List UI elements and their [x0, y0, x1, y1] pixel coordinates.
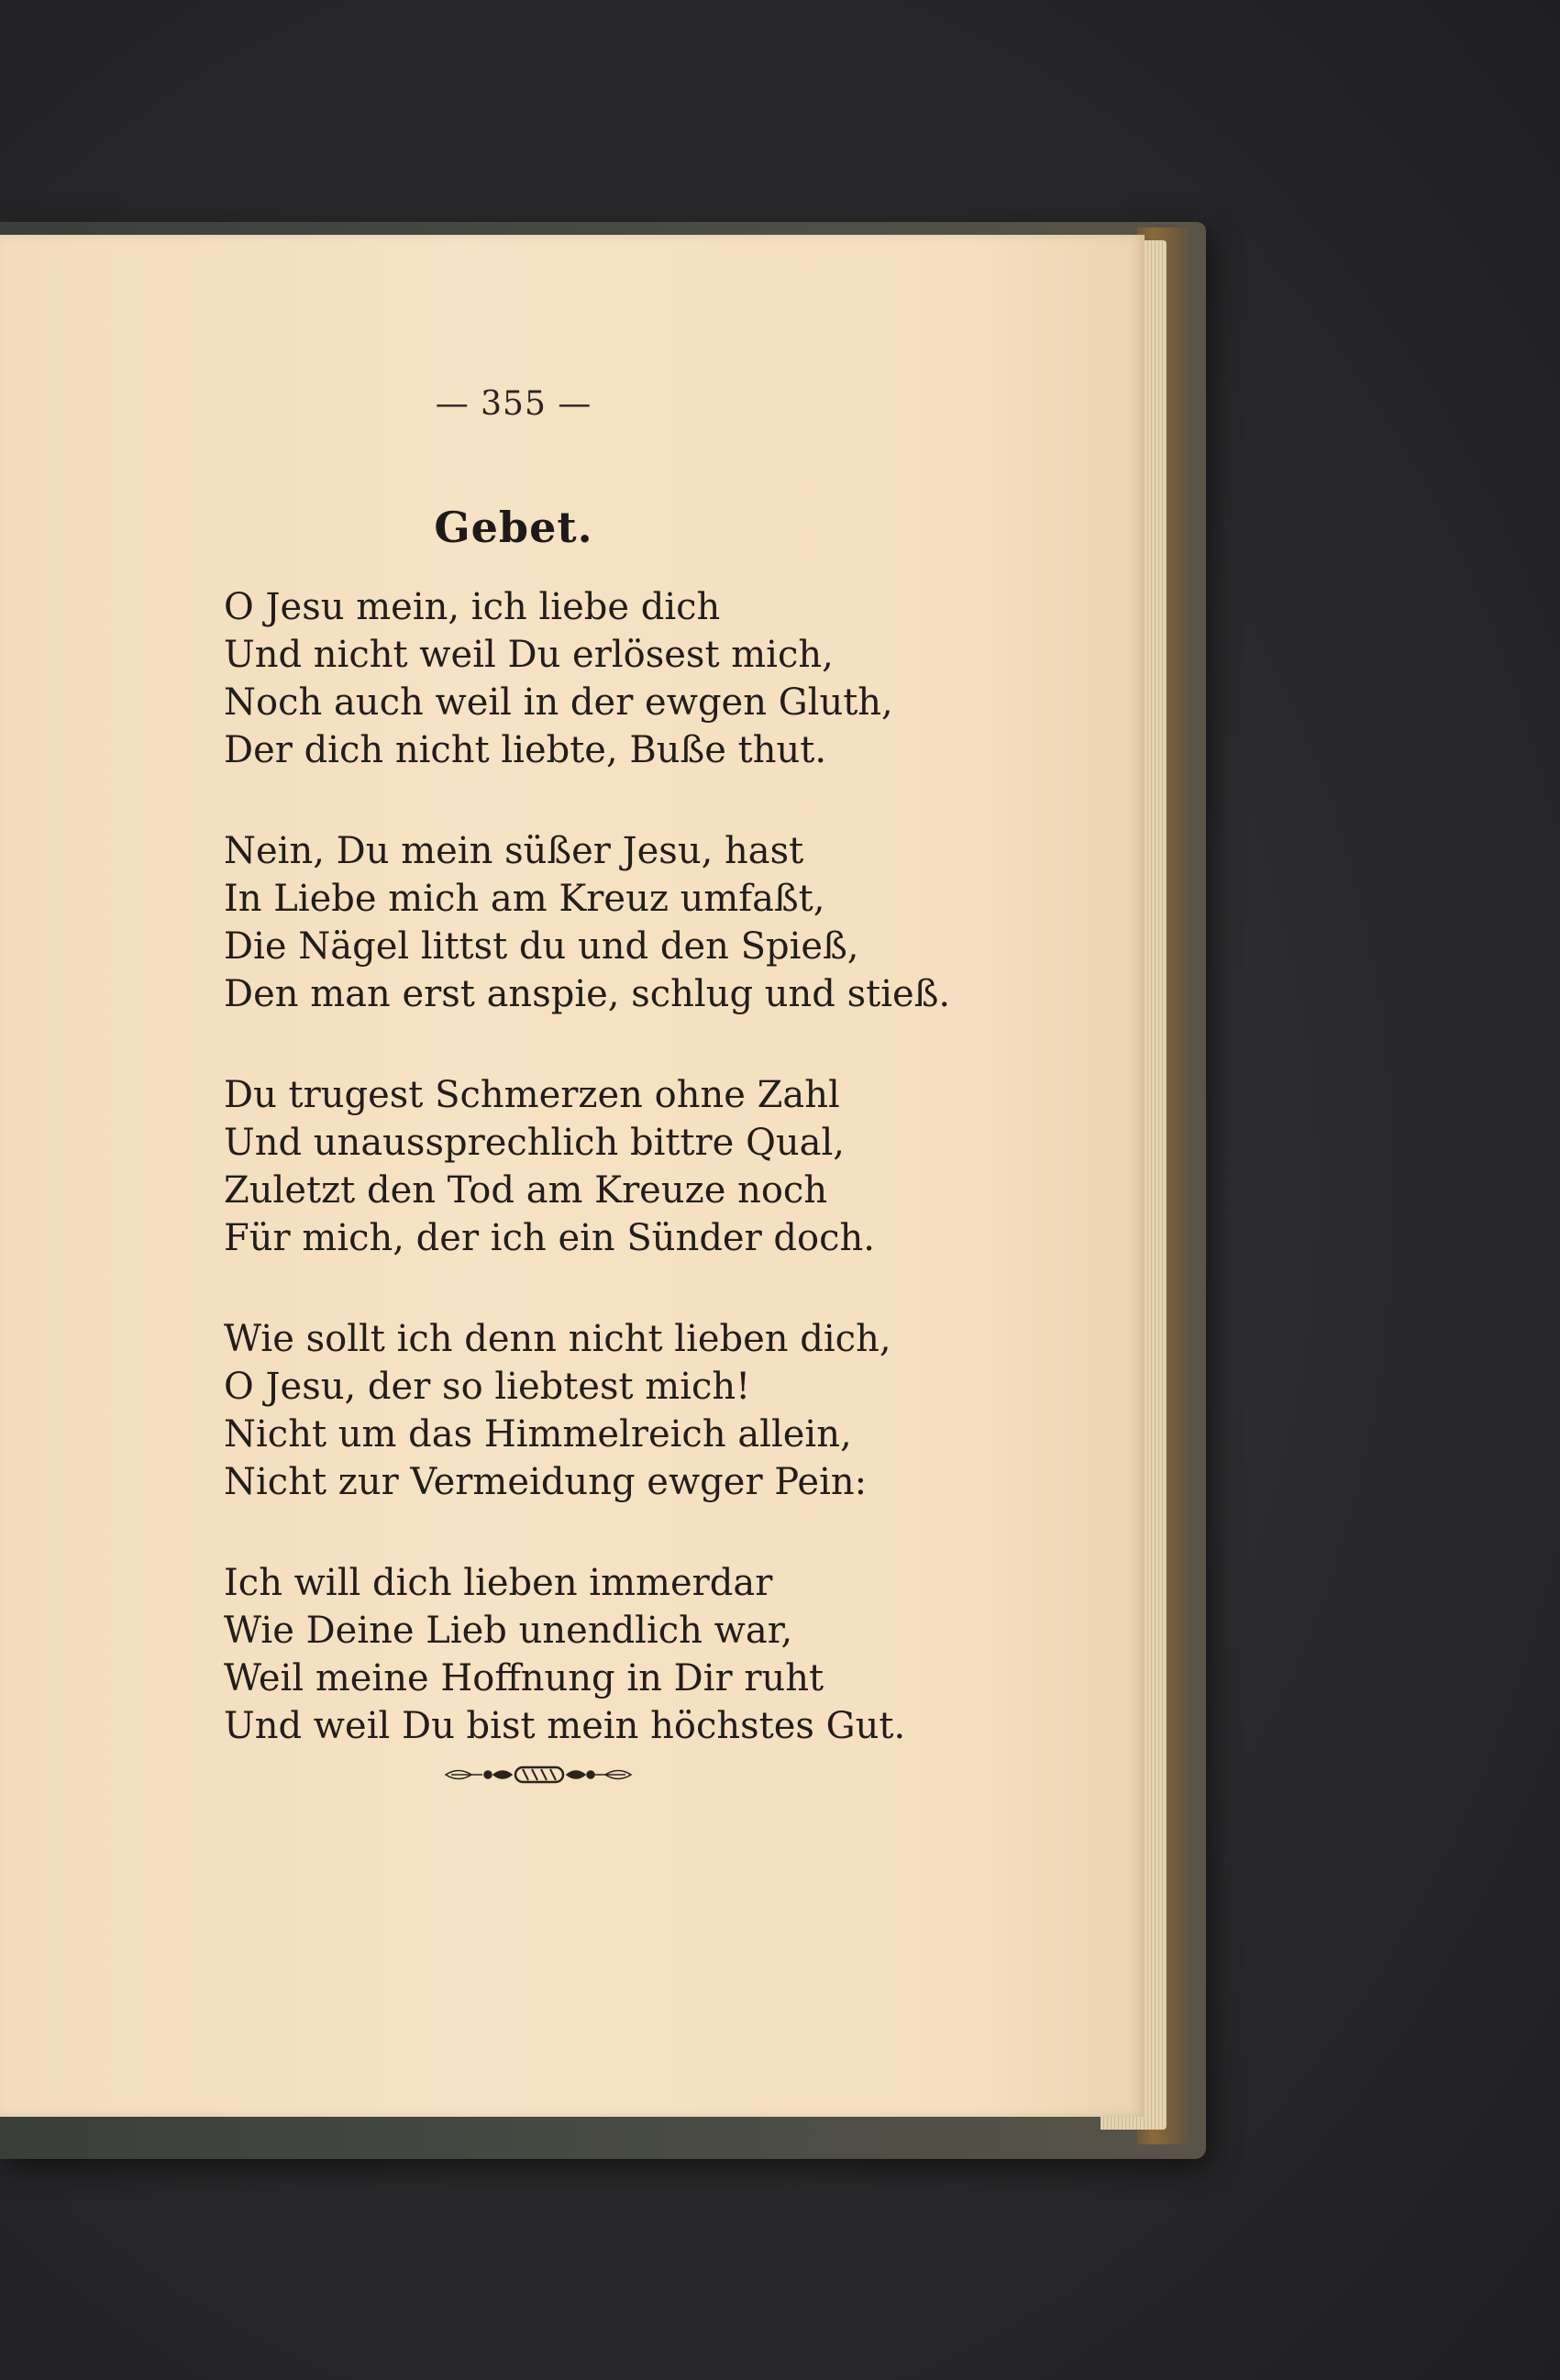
- poem-body: [224, 583, 951, 1750]
- stanza-spacer: [224, 1018, 921, 1071]
- stanza-spacer: [224, 1262, 921, 1315]
- poem-line: Wie sollt ich denn nicht lieben dich,: [224, 1318, 891, 1360]
- poem-line: O Jesu mein, ich liebe dich: [224, 586, 721, 628]
- poem-line: Die Nägel littst du und den Spieß,: [224, 925, 859, 968]
- poem-line: Und unaussprechlich bittre Qual,: [224, 1122, 845, 1164]
- poem-line: Der dich nicht liebte, Buße thut.: [224, 729, 827, 771]
- poem-line: Wie Deine Lieb unendlich war,: [224, 1610, 793, 1652]
- stanza-4: [224, 1315, 921, 1506]
- poem-line: Noch auch weil in der ewgen Gluth,: [224, 681, 893, 724]
- poem-line: Du trugest Schmerzen ohne Zahl: [224, 1074, 840, 1116]
- poem-line: Den man erst anspie, schlug und stieß.: [224, 973, 951, 1015]
- poem-line: Für mich, der ich ein Sünder doch.: [224, 1217, 875, 1259]
- poem-line: Ich will dich lieben immerdar: [224, 1562, 773, 1604]
- stanza-2: [224, 827, 951, 1018]
- fleuron-ornament-icon: [442, 1759, 635, 1790]
- poem-line: Zuletzt den Tod am Kreuze noch: [224, 1169, 828, 1212]
- stanza-3: [224, 1071, 921, 1262]
- poem-line: O Jesu, der so liebtest mich!: [224, 1366, 751, 1408]
- stanza-1: [224, 583, 921, 774]
- poem-title: Gebet.: [434, 503, 593, 552]
- poem-line: Und nicht weil Du erlösest mich,: [224, 634, 834, 676]
- poem-line: In Liebe mich am Kreuz umfaßt,: [224, 878, 825, 920]
- stanza-5: [224, 1559, 921, 1750]
- poem-line: Nicht um das Himmelreich allein,: [224, 1413, 852, 1456]
- page-number: — 355 —: [435, 385, 592, 423]
- stanza-spacer: [224, 1506, 921, 1559]
- poem-line: Nein, Du mein süßer Jesu, hast: [224, 830, 804, 872]
- poem-line: Weil meine Hoffnung in Dir ruht: [224, 1657, 824, 1699]
- poem-line: Nicht zur Vermeidung ewger Pein:: [224, 1461, 868, 1503]
- poem-line: Und weil Du bist mein höchstes Gut.: [224, 1705, 906, 1747]
- stanza-spacer: [224, 774, 921, 827]
